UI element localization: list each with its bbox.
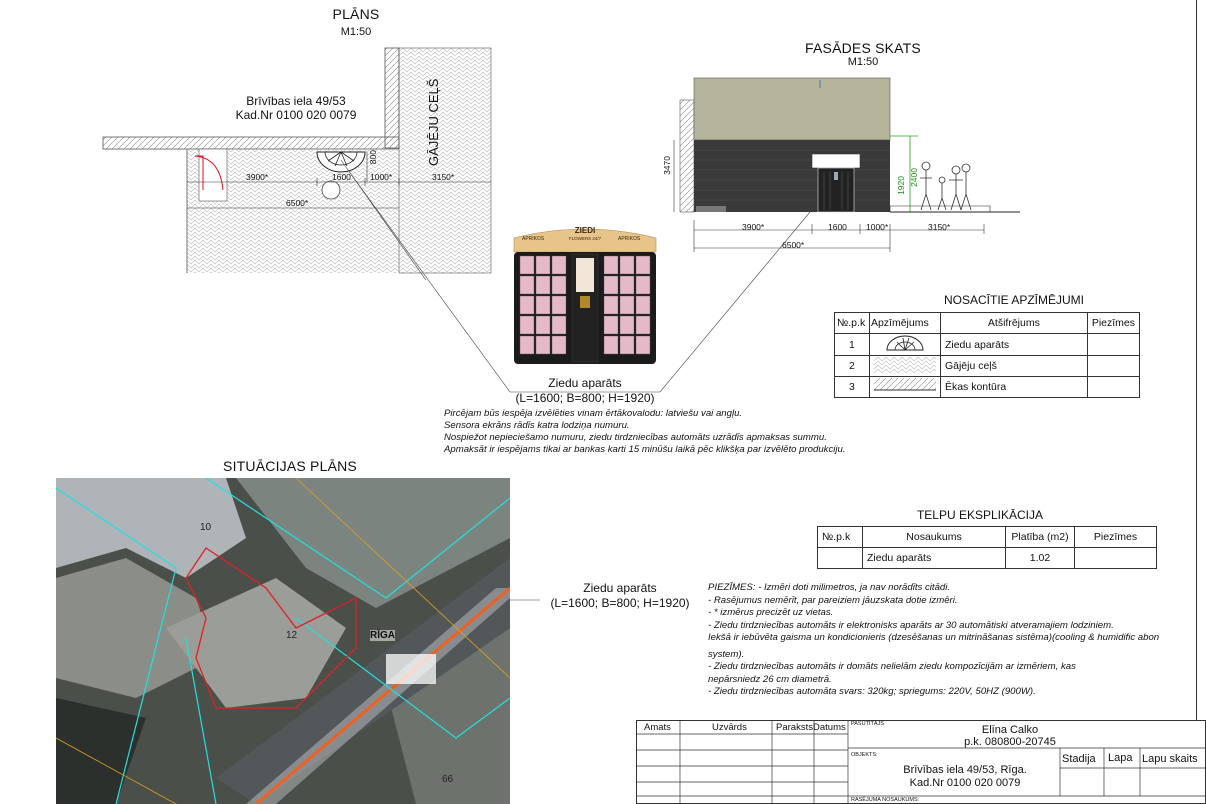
site-caption-line1: Ziedu aparāts (583, 581, 657, 595)
notes-line-1: PIEZĪMES: - Izmēri doti milimetros, ja nav norādīts citādi. (708, 582, 951, 593)
legend-header-no: №.p.k (835, 313, 870, 334)
tb-object-line1: Brīvības iela 49/53, Rīga. (903, 764, 1027, 776)
legend-header-symbol: Apzīmējums (869, 313, 940, 334)
legend-symbol-diagonal (869, 377, 940, 398)
facade-dim-2: 1600 (828, 222, 847, 232)
notes-line-2: - Rasējumus nemērīt, par pareiziem jāuzskata dotie izmēri. (708, 594, 958, 606)
legend-table (834, 312, 1140, 398)
legend-header-notes: Piezīmes (1087, 313, 1139, 334)
site-label-12: 12 (286, 630, 298, 641)
street-label: GĀJĒJU CEĻŠ (426, 78, 441, 166)
plan-dim-6: 800 (368, 150, 378, 165)
tb-sheets-label: Lapu skaits (1142, 753, 1198, 765)
tb-client-name: Elīna Calko (981, 724, 1039, 736)
facade-title: FASĀDES SKATS (805, 40, 921, 56)
machine-brand-sub: FLOWERS 24/7 (568, 236, 602, 241)
explication-header-row (818, 527, 1157, 548)
site-aerial-map (56, 478, 510, 804)
plan-dim-4: 3150* (432, 172, 455, 182)
legend-row-no: 1 (835, 334, 870, 356)
tb-object (870, 764, 1060, 790)
legend-row (835, 377, 1140, 398)
site-caption-line2: (L=1600; B=800; H=1920) (550, 596, 690, 610)
tb-header-position: Amats (644, 722, 671, 733)
site-caption (540, 581, 700, 611)
explication-header-no: №.p.k (818, 527, 863, 548)
machine-note-1: Pircējam būs iespēja izvēlēties vinam ērtākovalodu: latviešu vai angļu. (444, 408, 743, 419)
legend-row-no: 2 (835, 356, 870, 377)
legend-symbol-machine (869, 334, 940, 356)
facade-dim-5: 6500* (782, 240, 805, 250)
explication-row (818, 548, 1157, 569)
site-title: SITUĀCIJAS PLĀNS (223, 458, 357, 474)
machine-brand-center: ZIEDI (574, 226, 596, 235)
site-label-riga: RĪGA (370, 630, 395, 641)
notes-line-5: Iekšā ir iebūvēta gaisma un kondicionieris (dzesēšanas un mitrināšanas sistēma)(cooling & humidific abon (708, 632, 1160, 643)
explication-title: TELPU EKSPLIKĀCIJA (916, 508, 1044, 522)
legend-header-text: Atšifrējums (940, 313, 1087, 334)
plan-address-line2: Kad.Nr 0100 020 0079 (235, 108, 357, 122)
plan-title: PLĀNS (332, 6, 380, 22)
machine-brand-right: APRIKOS (618, 236, 641, 242)
machine-screen (576, 258, 594, 292)
explication-header-name: Nosaukums (863, 527, 1006, 548)
legend-row-text: Ēkas kontūra (940, 377, 1087, 398)
facade-dim-3: 1000* (866, 222, 889, 232)
machine-note-4: Apmaksāt ir iespējams tikai ar bankas karti 15 minūšu laikā pēc klikšķa par izvēlēto produkciju. (444, 444, 846, 455)
machine-note-2: Sensora ekrāns rādīs katra lodziņa numuru. (444, 420, 630, 431)
tb-object-label: OBJEKTS: (851, 752, 878, 758)
legend-title: NOSACĪTIE APZĪMĒJUMI (943, 293, 1084, 307)
machine-note-3: Nospiežot nepieciešamo numuru, ziedu tirdzniecības automāts uzrādīs apmaksas summu. (444, 432, 827, 443)
plan-dim-5: 6500* (286, 198, 309, 208)
explication-row-no (818, 548, 863, 569)
tb-drawing-label: RASĒJUMA NOSAUKUMS: (851, 797, 920, 803)
plan-address-line1: Brīvības iela 49/53 (246, 94, 346, 108)
site-label-10: 10 (200, 522, 212, 533)
notes-block (708, 582, 1202, 699)
plan-scale: M1:50 (340, 26, 372, 38)
facade-dim-4: 3150* (928, 222, 951, 232)
tb-header-surname: Uzvārds (712, 722, 747, 733)
notes-line-3: - * izmērus precizēt uz vietas. (708, 607, 834, 618)
plan-dim-2: 1600 (332, 172, 351, 182)
legend-row-text: Ziedu aparāts (940, 334, 1087, 356)
diagonal-hatch-symbol-icon (874, 378, 936, 394)
facade-dim-1: 3900* (742, 222, 765, 232)
explication-row-note (1075, 548, 1157, 569)
tb-client-code: p.k. 080800-20745 (964, 736, 1056, 748)
notes-line-4: - Ziedu tirdzniecības automāts ir elektronisks aparāts ar 30 automātiski atveramajiem lodziniem. (708, 619, 1114, 631)
flower-machine-symbol-icon (883, 334, 927, 352)
tb-sheet-label: Lapa (1108, 752, 1133, 764)
explication-table (817, 526, 1157, 569)
notes-line-6: system). (708, 648, 745, 660)
tb-header-date: Datums (813, 722, 846, 733)
tb-client-label: PASŪTĪTĀJS (851, 721, 884, 727)
notes-line-9: - Ziedu tirdzniecības automāta svars: 320kg; spriegums: 220V, 50HZ (900W). (708, 686, 1036, 697)
tb-object-line2: Kad.Nr 0100 020 0079 (909, 777, 1021, 789)
tb-stage-label: Stadija (1062, 753, 1096, 765)
legend-row-text: Gājēju ceļš (940, 356, 1087, 377)
legend-row-no: 3 (835, 377, 870, 398)
explication-row-area: 1.02 (1006, 548, 1075, 569)
explication-row-name: Ziedu aparāts (863, 548, 1006, 569)
legend-row (835, 356, 1140, 377)
machine-caption (500, 376, 670, 406)
facade-height-machine: 1920 (896, 176, 906, 195)
hatch-symbol-icon (874, 357, 936, 373)
machine-caption-line1: Ziedu aparāts (548, 376, 622, 390)
notes-line-7: - Ziedu tirdzniecības automāts ir domāts nelielām ziedu kompozīcijām ar izmēriem, kas (708, 661, 1076, 672)
facade-height-total: 3470 (662, 156, 672, 175)
tb-header-signature: Paraksts (776, 722, 813, 733)
machine-notes (444, 408, 914, 456)
flower-machine-illustration (510, 222, 660, 368)
plan-dim-1: 3900* (246, 172, 269, 182)
facade-scale: M1:50 (847, 56, 879, 68)
explication-header-area: Platība (m2) (1006, 527, 1075, 548)
legend-symbol-hatch (869, 356, 940, 377)
machine-brand-left: APRIKOS (522, 236, 545, 242)
plan-dim-3: 1000* (370, 172, 393, 182)
explication-header-notes: Piezīmes (1075, 527, 1157, 548)
legend-row (835, 334, 1140, 356)
legend-header-row (835, 313, 1140, 334)
sheet-border (1196, 0, 1197, 720)
facade-height-door: 2400 (909, 168, 919, 187)
machine-caption-line2: (L=1600; B=800; H=1920) (515, 391, 655, 405)
site-label-66: 66 (442, 774, 454, 785)
tb-client (900, 724, 1120, 748)
notes-line-8: nepārsniedz 26 cm diametrā. (708, 673, 832, 685)
